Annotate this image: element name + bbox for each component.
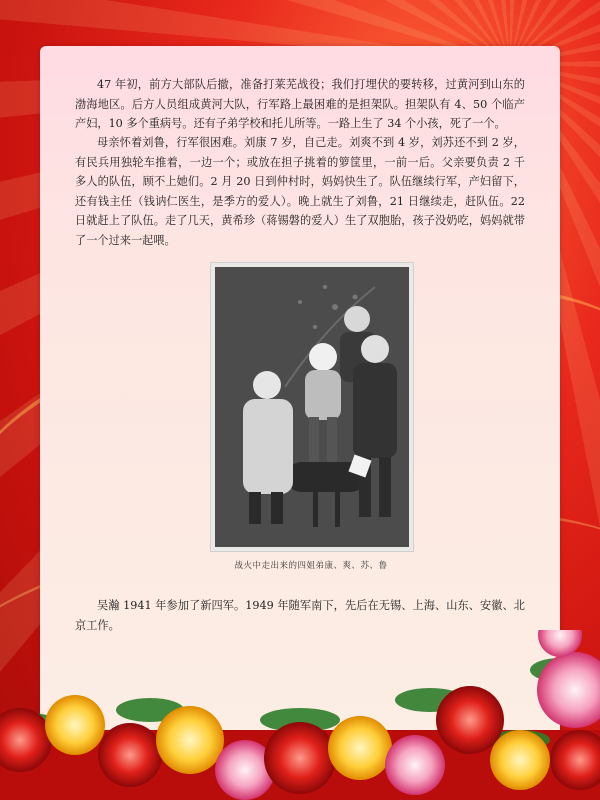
paragraph-3: 吴瀚 1941 年参加了新四军。1949 年随军南下，先后在无锡、上海、山东、安徽、北京工作。 — [75, 599, 525, 632]
photo-image — [215, 267, 409, 547]
paragraph-2: 母亲怀着刘鲁，行军很困难。刘康 7 岁，自己走。刘爽不到 4 岁，刘苏还不到 2 岁，有民兵用独轮车推着，一边一个；或放在担子挑着的箩筐里，一前一后。父亲要负责 2 千多人的队伍，顾不上她们。2 月 20 日到仲村时，妈妈快生了。队伍继续行军，产妇留下，还有钱主任（钱讷仁医生，是季方的爱人）。晚上就生了刘鲁，21 日继续走，赶队伍。22 日就赶上了队伍。走了几天，黄希珍（蒋锡磐的爱人）生了双胞胎，孩子没奶吃，妈妈就带了一个过来一起喂。 — [75, 136, 525, 247]
peony-border-decoration — [0, 630, 600, 800]
paragraph-1: 47 年初，前方大部队后撤，准备打莱芜战役；我们打埋伏的要转移，过黄河到山东的渤海地区。后方人员组成黄河大队，行军路上最困难的是担架队。担架队有 4、50 个临产产妇，10 多个重病号。还有子弟学校和托儿所等。一路上生了 34 个小孩，死了一个。 — [75, 78, 525, 130]
children-photo-illustration — [215, 267, 409, 547]
family-photo — [210, 262, 414, 552]
photo-caption: 战火中走出来的四姐弟康、爽、苏、鲁 — [234, 561, 388, 571]
